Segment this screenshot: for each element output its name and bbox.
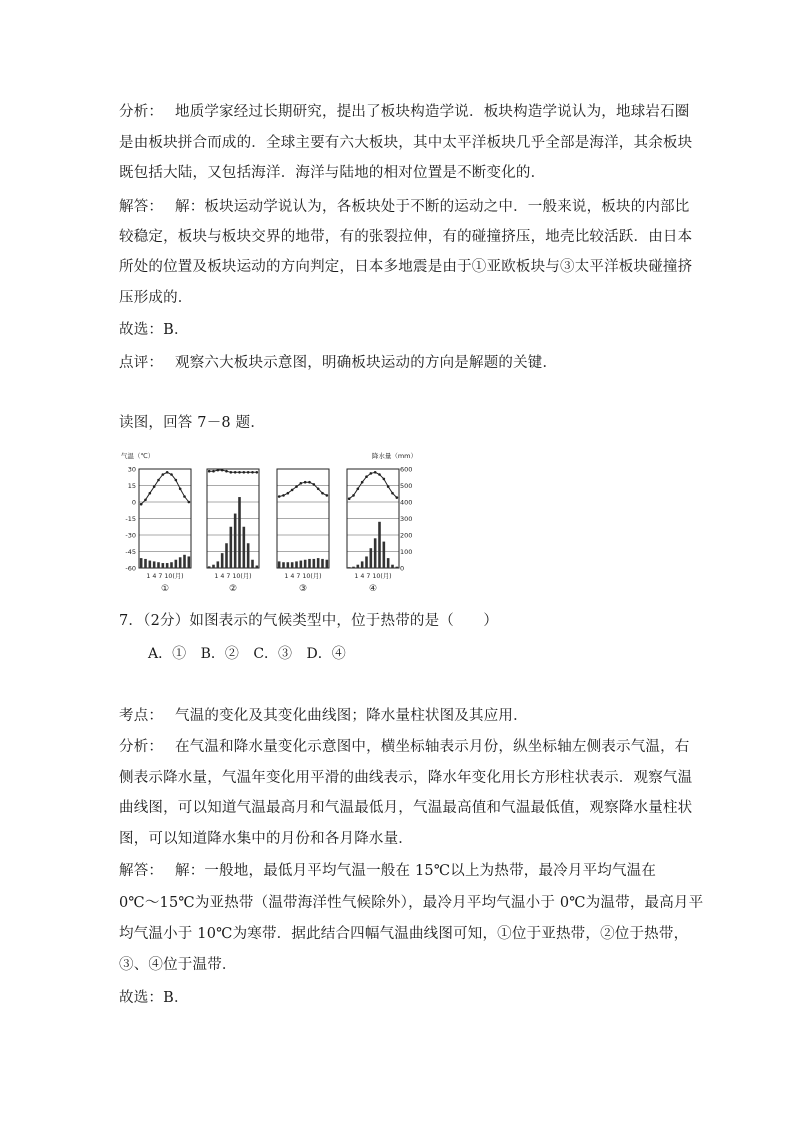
precip-bar bbox=[140, 558, 143, 568]
precip-bar bbox=[149, 561, 152, 568]
temp-tick: 30 bbox=[127, 465, 136, 474]
precip-bar bbox=[313, 559, 316, 568]
right-axis-title: 降水量（mm） bbox=[371, 452, 417, 460]
answer-line-1: 解答： 解：板块运动学说认为，各板块处于不断的运动之中．一般来说，板块的内部比 bbox=[119, 199, 690, 215]
temp-point bbox=[183, 495, 186, 498]
kaodian-label: 考点： bbox=[119, 708, 164, 724]
temp-point bbox=[217, 469, 220, 472]
precip-bar bbox=[212, 565, 215, 568]
temp-point bbox=[396, 496, 399, 499]
temp-point bbox=[212, 470, 215, 473]
temp-point bbox=[321, 492, 324, 495]
precip-bar bbox=[357, 565, 360, 568]
precip-bar bbox=[247, 543, 250, 568]
precip-bar bbox=[256, 566, 259, 568]
climate-charts-svg bbox=[119, 450, 429, 600]
temp-tick: 15 bbox=[127, 482, 136, 490]
choice-line: 故选：B． bbox=[119, 322, 189, 338]
temp-point bbox=[256, 471, 259, 474]
precip-bar bbox=[391, 565, 394, 568]
precip-tick: 200 bbox=[400, 531, 413, 540]
panel-label: ② bbox=[228, 584, 238, 594]
temp-point bbox=[153, 485, 156, 488]
precip-bar bbox=[348, 567, 351, 568]
precip-tick: 400 bbox=[400, 498, 413, 507]
precip-bar bbox=[208, 566, 211, 568]
temp-point bbox=[179, 488, 182, 491]
temp-tick: -15 bbox=[125, 515, 136, 523]
answer2-line-3: 均气温小于 10℃为寒带．据此结合四幅气温曲线图可知，①位于亚热带，②位于热带， bbox=[119, 926, 689, 942]
temp-point bbox=[175, 479, 178, 482]
temp-point bbox=[230, 471, 233, 474]
figure-intro: 读图，回答 7－8 题． bbox=[119, 415, 266, 431]
precip-bar bbox=[287, 562, 290, 568]
precip-bar bbox=[361, 561, 364, 568]
temp-tick: 0 bbox=[131, 498, 136, 507]
precip-tick: 0 bbox=[400, 564, 405, 573]
option-b[interactable]: B．② bbox=[200, 646, 239, 662]
temp-point bbox=[313, 483, 316, 486]
precip-bar bbox=[183, 555, 186, 568]
precip-bar bbox=[217, 561, 220, 568]
temp-point bbox=[157, 479, 160, 482]
temp-point bbox=[326, 494, 329, 497]
precip-bar bbox=[278, 561, 281, 568]
temp-point bbox=[378, 473, 381, 476]
panel-label: ① bbox=[160, 584, 170, 594]
analysis2-line-1: 分析： 在气温和降水量变化示意图中，横坐标轴表示月份，纵坐标轴左侧表示气温，右 bbox=[119, 739, 690, 755]
temp-curve bbox=[279, 482, 327, 496]
temp-point bbox=[149, 492, 152, 495]
precip-bar bbox=[365, 556, 368, 568]
temp-point bbox=[391, 492, 394, 495]
answer2-line-4: ③、④位于温带． bbox=[119, 957, 237, 973]
precip-bar bbox=[166, 563, 169, 568]
temp-point bbox=[352, 494, 355, 497]
temp-point bbox=[166, 471, 169, 474]
precip-bar bbox=[378, 522, 381, 568]
precip-bar bbox=[300, 561, 303, 568]
precip-bar bbox=[153, 561, 156, 568]
temp-point bbox=[295, 485, 298, 488]
temp-point bbox=[251, 471, 254, 474]
answer-line-2: 较稳定，板块与板块交界的地带，有的张裂拉伸，有的碰撞挤压，地壳比较活跃．由日本 bbox=[119, 229, 693, 245]
precip-tick: 600 bbox=[400, 465, 413, 474]
precip-bar bbox=[291, 562, 294, 568]
option-a[interactable]: A．① bbox=[148, 646, 187, 662]
temp-point bbox=[282, 494, 285, 497]
temp-point bbox=[357, 488, 360, 491]
analysis-line-3: 既包括大陆，又包括海洋．海洋与陆地的相对位置是不断变化的． bbox=[119, 165, 546, 181]
month-label: 1 4 7 10(月) bbox=[354, 573, 392, 580]
answer-line-4: 压形成的． bbox=[119, 290, 193, 306]
analysis-label: 分析： bbox=[119, 104, 164, 120]
temp-point bbox=[234, 471, 237, 474]
choice2-line: 故选：B． bbox=[119, 990, 189, 1006]
temp-point bbox=[387, 485, 390, 488]
temp-point bbox=[162, 473, 165, 476]
answer2-label: 解答： bbox=[119, 863, 164, 879]
temp-point bbox=[365, 475, 368, 478]
temp-point bbox=[140, 503, 143, 506]
precip-bar bbox=[170, 562, 173, 568]
temp-point bbox=[374, 471, 377, 474]
precip-tick: 300 bbox=[400, 515, 413, 523]
analysis-line-1: 分析： 地质学家经过长期研究，提出了板块构造学说．板块构造学说认为，地球岩石圈 bbox=[119, 104, 690, 120]
precip-bar bbox=[295, 561, 298, 568]
question-stem: 7．（2分）如图表示的气候类型中，位于热带的是（ ） bbox=[119, 613, 499, 629]
temp-point bbox=[308, 481, 311, 484]
temp-point bbox=[144, 499, 147, 502]
precip-bar bbox=[321, 559, 324, 568]
temp-point bbox=[287, 492, 290, 495]
precip-bar bbox=[234, 514, 237, 568]
precip-bar bbox=[282, 562, 285, 568]
precip-bar bbox=[225, 543, 228, 568]
temp-point bbox=[238, 471, 241, 474]
comment-label: 点评： bbox=[119, 355, 164, 371]
temp-point bbox=[278, 495, 281, 498]
precip-bar bbox=[383, 542, 386, 568]
analysis2-label: 分析： bbox=[119, 739, 164, 755]
temp-tick: -30 bbox=[125, 531, 136, 540]
month-label: 1 4 7 10(月) bbox=[284, 573, 322, 580]
precip-bar bbox=[175, 560, 178, 568]
answer-line-3: 所处的位置及板块运动的方向判定，日本多地震是由于①亚欧板块与③太平洋板块碰撞挤 bbox=[119, 259, 693, 275]
temp-tick: -45 bbox=[125, 548, 136, 556]
precip-bar bbox=[221, 553, 224, 568]
precip-bar bbox=[162, 563, 165, 568]
precip-bar bbox=[243, 527, 246, 568]
temp-point bbox=[300, 482, 303, 485]
month-label: 1 4 7 10(月) bbox=[146, 573, 184, 580]
analysis-line-2: 是由板块拼合而成的．全球主要有六大板块，其中太平洋板块几乎全部是海洋，其余板块 bbox=[119, 135, 693, 151]
temp-point bbox=[221, 469, 224, 472]
climate-charts-figure bbox=[119, 450, 429, 604]
temp-tick: -60 bbox=[125, 564, 136, 573]
answer-label: 解答： bbox=[119, 199, 164, 215]
precip-bar bbox=[304, 560, 307, 568]
analysis2-line-4: 图，可以知道降水集中的月份和各月降水量． bbox=[119, 831, 413, 847]
precip-tick: 500 bbox=[400, 482, 413, 490]
temp-point bbox=[370, 472, 373, 475]
precip-bar bbox=[179, 557, 182, 568]
temp-curve bbox=[141, 472, 189, 504]
analysis2-line-2: 侧表示降水量，气温年变化用平滑的曲线表示，降水年变化用长方形柱状表示．观察气温 bbox=[119, 770, 693, 786]
panel-label: ④ bbox=[368, 584, 378, 594]
temp-point bbox=[243, 471, 246, 474]
precip-bar bbox=[352, 567, 355, 568]
panel-label: ③ bbox=[298, 584, 308, 594]
precip-bar bbox=[396, 567, 399, 568]
temp-point bbox=[383, 478, 386, 481]
precip-bar bbox=[317, 558, 320, 568]
precip-bar bbox=[387, 558, 390, 568]
temp-point bbox=[188, 501, 191, 504]
precip-bar bbox=[370, 548, 373, 568]
temp-point bbox=[170, 473, 173, 476]
option-d[interactable]: D．④ bbox=[306, 646, 346, 662]
precip-bar bbox=[144, 559, 147, 568]
answer2-line-2: 0℃～15℃为亚热带（温带海洋性气候除外），最冷月平均气温小于 0℃为温带，最高月平 bbox=[119, 895, 704, 911]
temp-point bbox=[361, 481, 364, 484]
month-label: 1 4 7 10(月) bbox=[214, 573, 252, 580]
temp-curve bbox=[209, 470, 257, 472]
precip-tick: 100 bbox=[400, 548, 413, 556]
precip-bar bbox=[188, 556, 191, 568]
comment-line: 点评： 观察六大板块示意图，明确板块运动的方向是解题的关键． bbox=[119, 355, 558, 371]
temp-point bbox=[348, 497, 351, 500]
left-axis-title: 气温（℃） bbox=[121, 452, 155, 460]
precip-bar bbox=[238, 497, 241, 568]
temp-point bbox=[317, 488, 320, 491]
temp-point bbox=[225, 470, 228, 473]
answer2-line-1: 解答： 解：一般地，最低月平均气温一般在 15℃以上为热带，最冷月平均气温在 bbox=[119, 863, 657, 879]
precip-bar bbox=[308, 559, 311, 568]
temp-point bbox=[291, 489, 294, 492]
temp-point bbox=[208, 470, 211, 473]
precip-bar bbox=[157, 562, 160, 568]
precip-bar bbox=[230, 527, 233, 568]
precip-bar bbox=[374, 538, 377, 568]
temp-point bbox=[304, 481, 307, 484]
precip-bar bbox=[251, 560, 254, 568]
option-c[interactable]: C．③ bbox=[253, 646, 293, 662]
question-options bbox=[148, 644, 356, 664]
precip-bar bbox=[326, 560, 329, 568]
temp-point bbox=[247, 471, 250, 474]
kaodian-line: 考点： 气温的变化及其变化曲线图；降水量柱状图及其应用． bbox=[119, 708, 528, 724]
analysis2-line-3: 曲线图，可以知道气温最高月和气温最低月，气温最高值和气温最低值，观察降水量柱状 bbox=[119, 800, 693, 816]
